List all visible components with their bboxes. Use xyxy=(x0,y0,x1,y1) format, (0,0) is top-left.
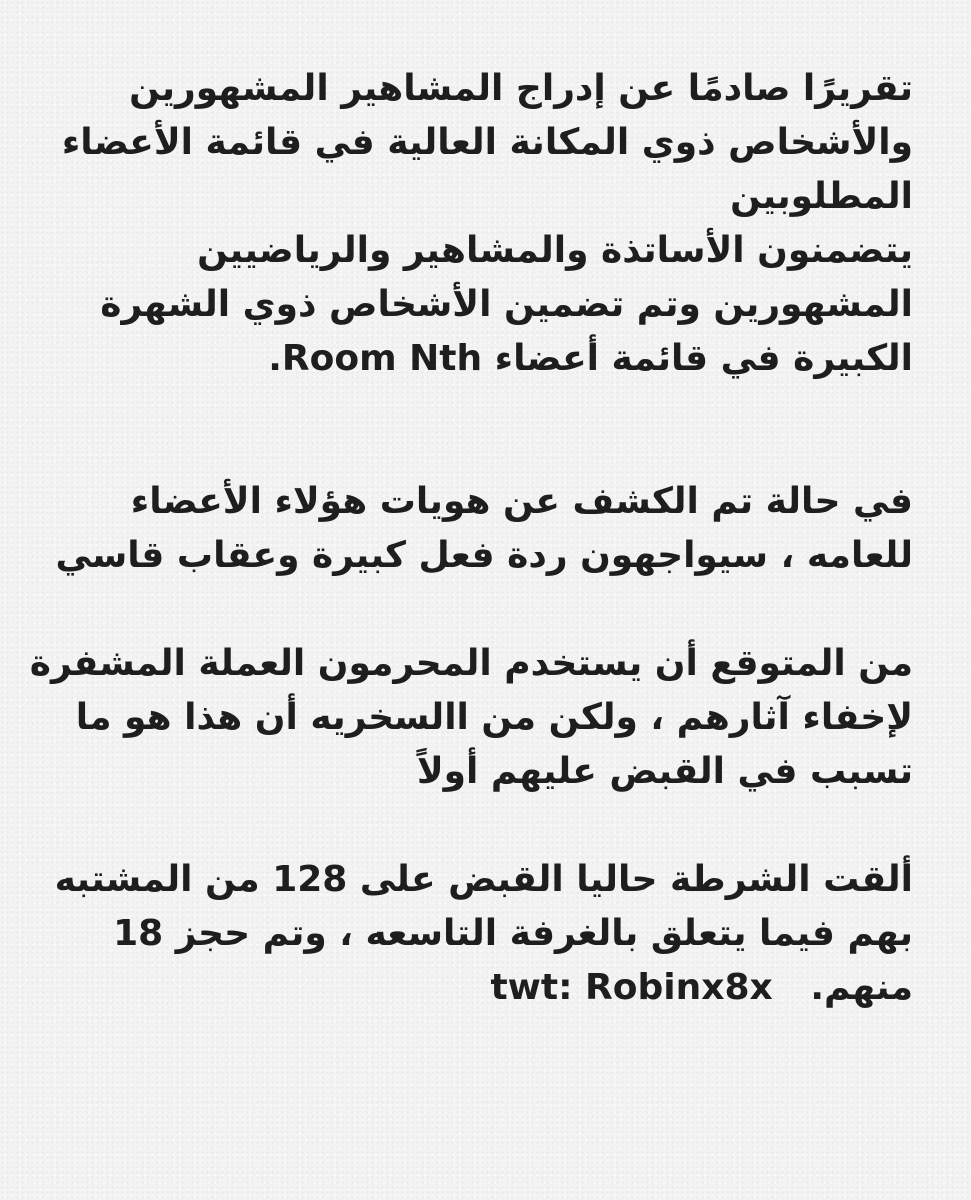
text-line: بهم فيما يتعلق بالغرفة التاسعه ، وتم حجز 18 xyxy=(113,913,913,954)
text-line: للعامه ، سيواجهون ردة فعل كبيرة وعقاب قاسي xyxy=(55,535,913,576)
text-line: تسبب في القبض عليهم أولاً xyxy=(416,751,913,792)
text-line: المطلوبين xyxy=(730,176,913,217)
text-line: لإخفاء آثارهم ، ولكن من االسخريه أن هذا هو ما xyxy=(75,697,913,738)
twitter-handle: twt: Robinx8x xyxy=(490,967,773,1008)
text-line: يتضمنون الأساتذة والمشاهير والرياضيين xyxy=(197,230,913,271)
text-line: من المتوقع أن يستخدم المحرمون العملة المشفرة xyxy=(29,643,913,684)
paragraph-gap xyxy=(60,799,913,853)
paragraph-gap xyxy=(60,386,913,475)
text-line: والأشخاص ذوي المكانة العالية في قائمة الأعضاء xyxy=(61,122,913,163)
text-line: المشهورين وتم تضمين الأشخاص ذوي الشهرة xyxy=(100,284,913,325)
text-line-room-nth: الكبيرة في قائمة أعضاء Room Nth. xyxy=(268,338,913,379)
text-line-prefix: منهم. xyxy=(810,967,913,1008)
text-line-credit xyxy=(60,961,913,1015)
note-text xyxy=(29,62,913,1015)
paragraph-gap xyxy=(60,583,913,637)
room-name: Room Nth xyxy=(281,338,483,379)
text-line-prefix: الكبيرة في قائمة أعضاء xyxy=(494,338,913,379)
text-line: في حالة تم الكشف عن هويات هؤلاء الأعضاء xyxy=(130,481,913,522)
text-line: ألقت الشرطة حاليا القبض على 128 من المشتبه xyxy=(54,859,913,900)
text-line: تقريرًا صادمًا عن إدراج المشاهير المشهورين xyxy=(129,68,913,109)
